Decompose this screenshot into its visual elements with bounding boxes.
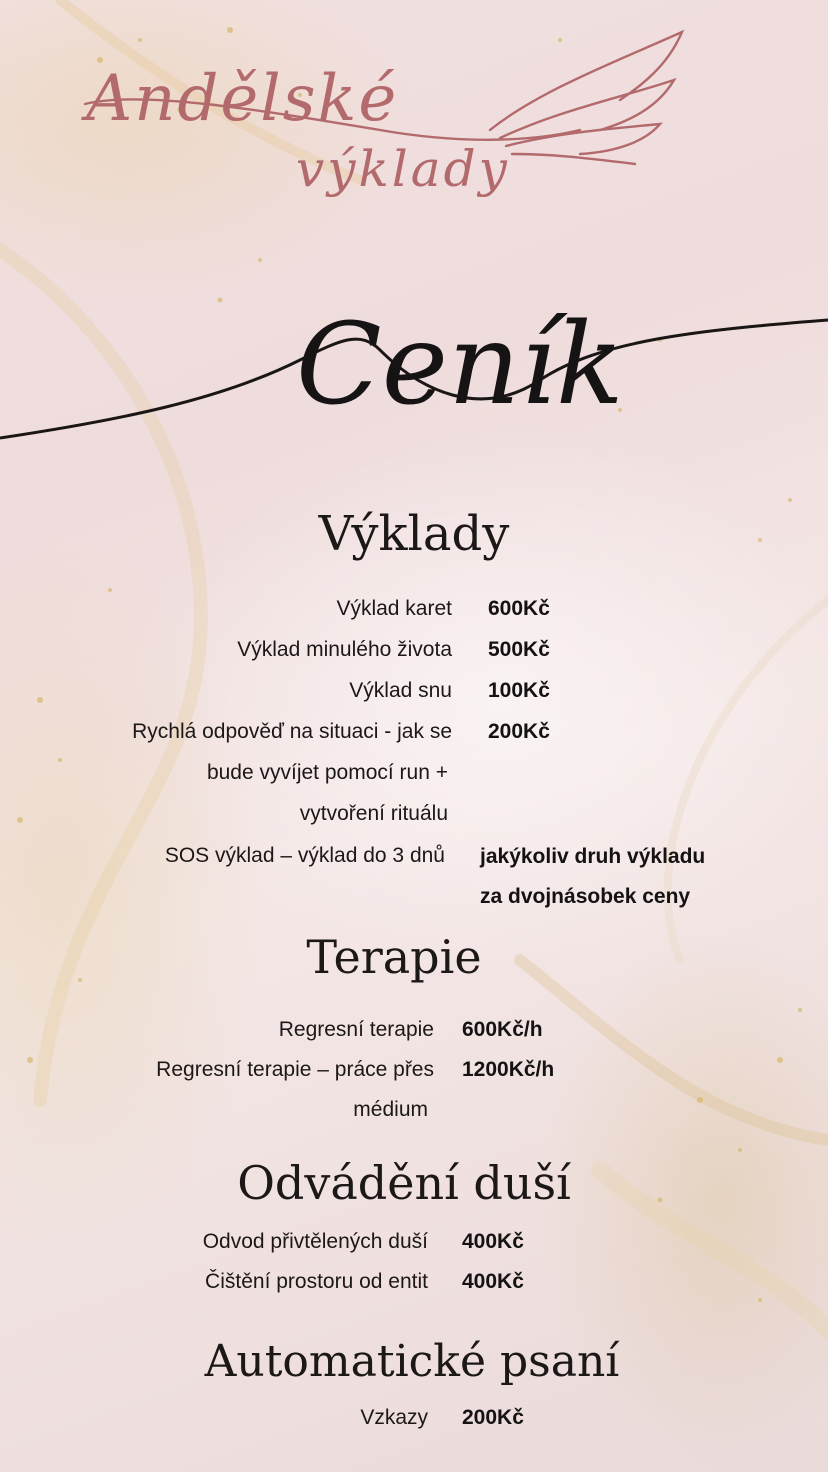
row-price: jakýkoliv druh výkladu (480, 845, 706, 868)
row-label: bude vyvíjet pomocí run + (206, 761, 448, 784)
row-price: 200Kč (488, 720, 550, 743)
row-price: 600Kč/h (462, 1018, 543, 1041)
row-label: Výklad snu (349, 679, 452, 702)
row-price: 600Kč (488, 597, 550, 620)
row-price: 500Kč (488, 638, 550, 661)
row-label: Čištění prostoru od entit (205, 1270, 428, 1293)
row-label: Regresní terapie (278, 1018, 434, 1041)
row-label: médium (353, 1098, 428, 1121)
row-label: vytvoření rituálu (299, 802, 448, 825)
page-title: Ceník (296, 300, 624, 430)
brand-name-line1: Andělské (86, 62, 399, 136)
row-price: 1200Kč/h (462, 1058, 555, 1081)
row-label: Výklad karet (336, 597, 452, 620)
section-title-odvadeni-dusi: Odvádění duší (237, 1156, 571, 1210)
row-label: Regresní terapie – práce přes (156, 1058, 434, 1081)
row-price: za dvojnásobek ceny (480, 885, 691, 908)
section-title-automaticke-psani: Automatické psaní (204, 1336, 620, 1387)
section-title-terapie: Terapie (306, 930, 482, 984)
row-price: 400Kč (462, 1230, 524, 1253)
row-price: 400Kč (462, 1270, 524, 1293)
brand-name-line2: výklady (296, 140, 510, 198)
row-label: Odvod přivtělených duší (202, 1230, 428, 1253)
row-price: 200Kč (462, 1406, 524, 1429)
row-price: 100Kč (488, 679, 550, 702)
row-label: Rychlá odpověď na situaci - jak se (132, 720, 452, 743)
section-title-vyklady: Výklady (318, 506, 510, 562)
row-label: Vzkazy (360, 1406, 428, 1429)
row-label: SOS výklad – výklad do 3 dnů (164, 844, 445, 867)
row-label: Výklad minulého života (237, 638, 452, 661)
